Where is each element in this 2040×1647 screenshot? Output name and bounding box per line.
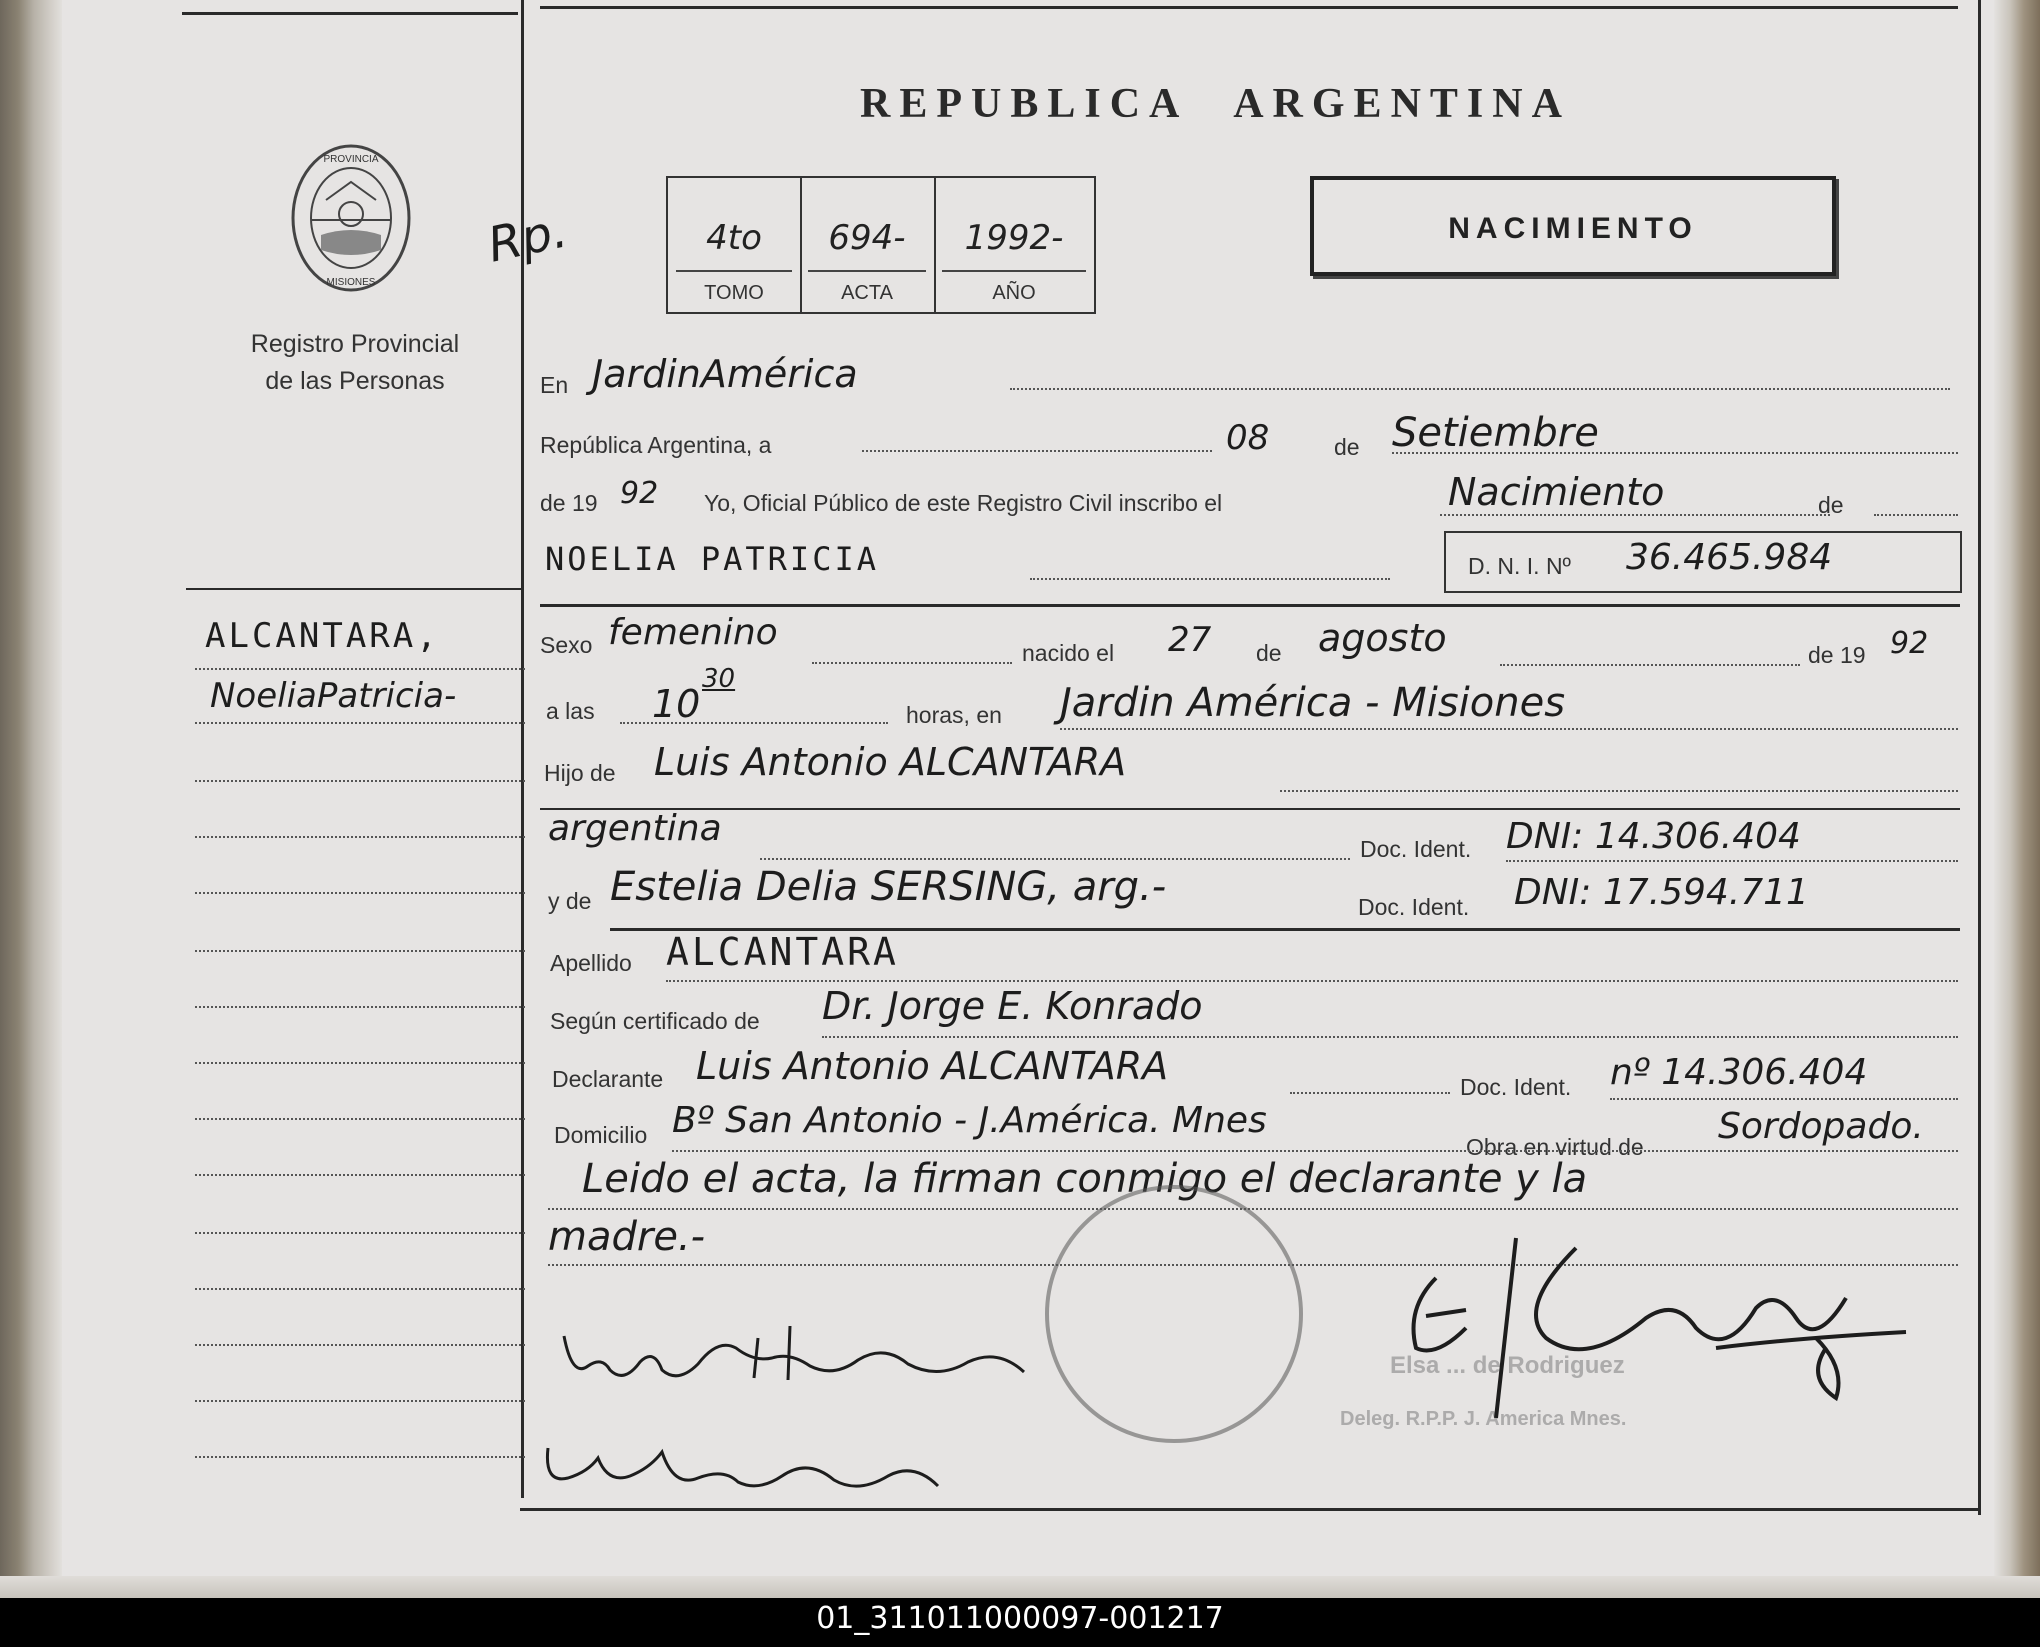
- value-father-nationality: argentina: [548, 808, 722, 849]
- margin-rule: [195, 668, 525, 670]
- record-number-box: [666, 176, 1096, 314]
- margin-rule: [195, 1118, 525, 1120]
- left-section-rule: [186, 588, 522, 590]
- margin-rule: [195, 1062, 525, 1064]
- label-de-3: de: [1256, 640, 1282, 666]
- label-doc-ident-2: Doc. Ident.: [1358, 894, 1470, 920]
- margin-rule: [195, 1344, 525, 1346]
- margin-rule: [195, 892, 525, 894]
- top-rule-right: [540, 6, 1958, 9]
- official-stamp: [1045, 1185, 1303, 1443]
- tomo-cell: [668, 178, 802, 312]
- value-day: 08: [1226, 418, 1270, 458]
- ano-label: AÑO: [992, 282, 1036, 304]
- value-year: 92: [620, 476, 659, 511]
- value-mother: Estelia Delia SERSING, arg.-: [610, 864, 1167, 910]
- label-declarante: Declarante: [552, 1066, 664, 1092]
- seal-text-top: PROVINCIA: [323, 154, 379, 165]
- label-nacido: nacido el: [1022, 640, 1115, 666]
- registry-line-2: de las Personas: [265, 367, 445, 395]
- value-minute: 30: [702, 664, 736, 694]
- document-type: NACIMIENTO: [1448, 212, 1698, 245]
- value-place: JardinAmérica: [592, 352, 858, 396]
- label-hijo-de: Hijo de: [544, 760, 616, 786]
- margin-rule: [195, 1006, 525, 1008]
- book-edge-bottom: [0, 1576, 2040, 1598]
- label-doc-ident-3: Doc. Ident.: [1460, 1074, 1572, 1100]
- provincial-seal-icon: [286, 140, 416, 295]
- registry-name: [205, 326, 505, 400]
- margin-annotation: Rp.: [483, 202, 573, 274]
- bottom-rule: [520, 1508, 1980, 1511]
- value-birth-place: Jardin América - Misiones: [1060, 680, 1566, 726]
- margin-rule: [195, 1288, 525, 1290]
- book-binding-left: [0, 0, 62, 1598]
- value-declarante: Luis Antonio ALCANTARA: [696, 1044, 1169, 1088]
- value-obra: Sordopado.: [1718, 1106, 1924, 1147]
- top-rule-left: [182, 12, 518, 15]
- margin-rule: [195, 1174, 525, 1176]
- value-month: Setiembre: [1392, 410, 1599, 456]
- note-line-2: madre.-: [548, 1214, 706, 1260]
- value-dni: 36.465.984: [1626, 537, 1833, 578]
- ano-value: 1992-: [964, 218, 1064, 258]
- seal-text-bottom: MISIONES: [326, 277, 376, 288]
- value-event: Nacimiento: [1448, 470, 1665, 514]
- book-edge-right: [1994, 0, 2040, 1598]
- margin-rule: [195, 1456, 525, 1458]
- margin-surname: ALCANTARA,: [205, 616, 440, 656]
- label-apellido: Apellido: [550, 950, 632, 976]
- acta-cell: [800, 178, 936, 312]
- label-de-19-b: de 19: [1808, 642, 1866, 668]
- value-mother-doc: DNI: 17.594.711: [1514, 872, 1809, 913]
- right-border: [1978, 0, 1981, 1515]
- label-en: En: [540, 372, 569, 398]
- section-rule: [540, 604, 1960, 607]
- label-dni: D. N. I. Nº: [1468, 553, 1571, 579]
- dni-box: [1444, 531, 1962, 593]
- page-title: REPUBLICA ARGENTINA: [860, 81, 1571, 127]
- value-hour: 10: [652, 682, 701, 726]
- value-apellido: ALCANTARA: [666, 930, 899, 974]
- document-type-box: [1310, 176, 1836, 276]
- label-segun: Según certificado de: [550, 1008, 760, 1034]
- value-domicilio: Bº San Antonio - J.América. Mnes: [672, 1100, 1267, 1141]
- value-full-name: NOELIA PATRICIA: [545, 540, 879, 578]
- label-republica: República Argentina, a: [540, 432, 772, 458]
- label-de: de: [1334, 434, 1360, 460]
- stamp-name: Elsa ... de Rodriguez: [1390, 1352, 1625, 1379]
- registry-line-1: Registro Provincial: [250, 330, 460, 358]
- image-caption: 01_311011000097-001217: [816, 1601, 1224, 1636]
- label-horas-en: horas, en: [906, 702, 1002, 728]
- value-birth-day: 27: [1168, 620, 1212, 660]
- acta-label: ACTA: [841, 282, 893, 304]
- label-a-las: a las: [546, 698, 595, 724]
- acta-value: 694-: [828, 218, 906, 258]
- value-father: Luis Antonio ALCANTARA: [654, 740, 1127, 784]
- margin-rule: [195, 1400, 525, 1402]
- margin-given-name: NoeliaPatricia-: [210, 676, 457, 716]
- official-signature: [1396, 1228, 1926, 1428]
- value-declarante-doc: nº 14.306.404: [1610, 1052, 1868, 1093]
- ano-cell: [934, 178, 1094, 312]
- value-certificante: Dr. Jorge E. Konrado: [822, 984, 1203, 1028]
- label-de-19: de 19: [540, 490, 598, 516]
- tomo-label: TOMO: [704, 282, 764, 304]
- label-obra: Obra en virtud de: [1466, 1134, 1644, 1160]
- father-signature: [558, 1318, 1028, 1398]
- tomo-value: 4to: [706, 218, 762, 258]
- value-father-doc: DNI: 14.306.404: [1506, 816, 1801, 857]
- label-sexo: Sexo: [540, 632, 593, 658]
- margin-rule: [195, 1232, 525, 1234]
- margin-rule: [195, 722, 525, 724]
- note-line-1: Leido el acta, la firman conmigo el declarante y la: [582, 1156, 1588, 1202]
- value-birth-month: agosto: [1318, 616, 1447, 660]
- label-domicilio: Domicilio: [554, 1122, 648, 1148]
- label-doc-ident-1: Doc. Ident.: [1360, 836, 1472, 862]
- margin-rule: [195, 780, 525, 782]
- value-sexo: femenino: [608, 612, 778, 653]
- label-inscribo: Yo, Oficial Público de este Registro Civil inscribo el: [704, 490, 1223, 516]
- label-de-2: de: [1818, 492, 1844, 518]
- margin-rule: [195, 950, 525, 952]
- margin-rule: [195, 836, 525, 838]
- label-y-de: y de: [548, 888, 592, 914]
- value-birth-year: 92: [1890, 626, 1929, 661]
- mother-signature: [538, 1428, 948, 1508]
- stamp-role: Deleg. R.P.P. J. America Mnes.: [1340, 1408, 1627, 1430]
